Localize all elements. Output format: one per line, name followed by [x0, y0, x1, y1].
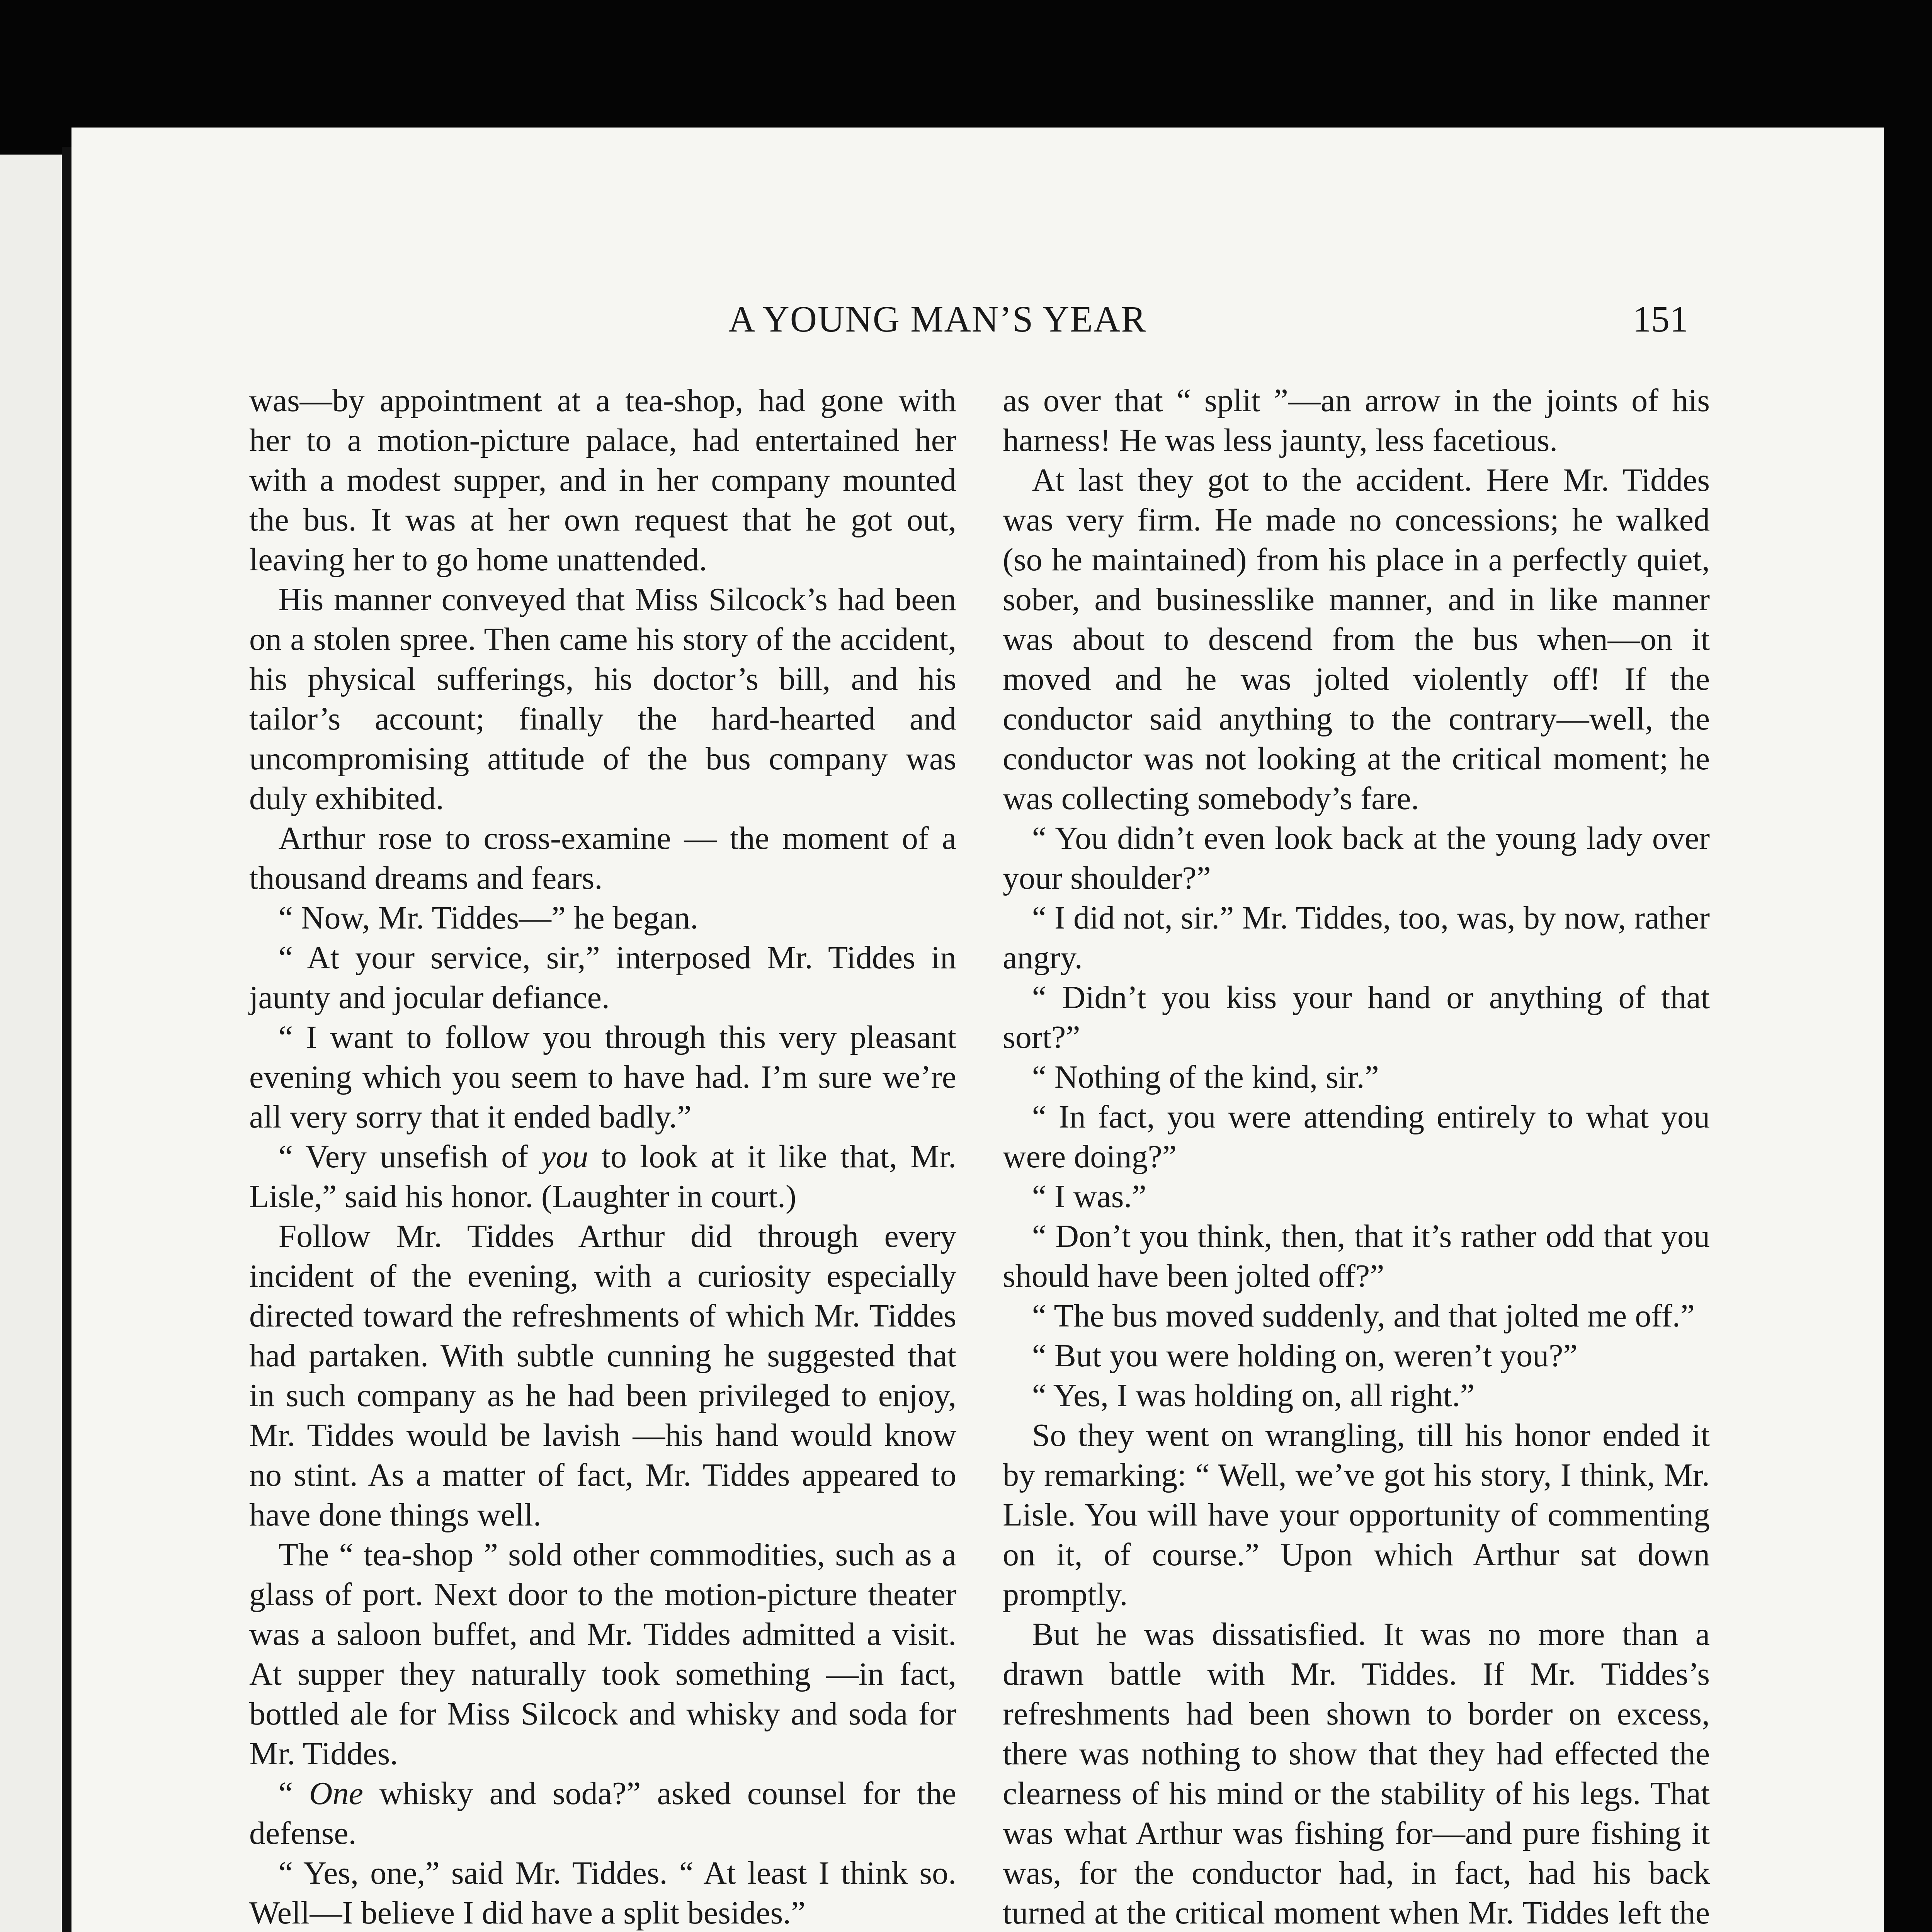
paragraph: “ Yes, I was holding on, all right.” [1032, 1378, 1475, 1413]
paragraph: “ I want to follow you through this very pleasant evening which you seem to have had. I’m sure we’re all very sorry that it ended badly.” [249, 1019, 956, 1135]
paragraph: “ Now, Mr. Tiddes—” he began. [278, 900, 699, 936]
paragraph: “ Yes, one,” said Mr. Tiddes. “ At least I think so. Well—I believe I did have a split besides.” [249, 1855, 956, 1931]
paragraph: “ But you were holding on, weren’t you?” [1032, 1338, 1578, 1374]
paragraph: “ In fact, you were attending entirely to what you were doing?” [1003, 1099, 1710, 1175]
paragraph: “ I was.” [1032, 1179, 1146, 1214]
paragraph: “ You didn’t even look back at the young lady over your shoulder?” [1003, 820, 1710, 896]
paragraph: But he was dissatisfied. It was no more than a drawn battle with Mr. Tiddes. If Mr. Tiddes’s refreshments had been shown to border on excess, there was nothing to show that they had effected the clearness of his mind or the stability of his legs. That was what Arthur was fishing for—and pure fishing it was, for the conductor had, in fact, had his back turned at the critical moment when Mr. Tiddes left the [1003, 1616, 1710, 1931]
page-number: 151 [1633, 298, 1688, 340]
paragraph: The “ tea-shop ” sold other commodities, such as a glass of port. Next door to the motion-picture theater was a saloon buffet, and Mr. Tiddes admitted a visit. At supper they naturally took something —in fact, bottled ale for Miss Silcock and whisky and soda for Mr. Tiddes. [249, 1537, 956, 1772]
paragraph: So they went on wrangling, till his honor ended it by remarking: “ Well, we’ve got his story, I think, Mr. Lisle. You will have your opportunity of commenting on it, of course.” Upon which Arthur sat down promptly. [1003, 1417, 1710, 1612]
paragraph: was—by appointment at a tea-shop, had gone with her to a motion-picture palace, had entertained her with a modest supper, and in her company mounted the bus. It was at her own request that he got out, leaving her to go home unattended. [249, 383, 956, 578]
book-page [71, 128, 1884, 1932]
adjacent-page-edge [0, 155, 62, 1932]
left-text-column [249, 381, 956, 1932]
right-text-column [1003, 381, 1710, 1932]
paragraph: “ Don’t you think, then, that it’s rather odd that you should have been jolted off?” [1003, 1218, 1710, 1294]
text-run: whisky and soda?” asked counsel for the defense. [249, 1776, 956, 1851]
paragraph: as over that “ split ”—an arrow in the joints of his harness! He was less jaunty, less facetious. [1003, 383, 1710, 458]
paragraph: Arthur rose to cross-examine — the moment of a thousand dreams and fears. [249, 820, 956, 896]
italic-text: One [309, 1776, 363, 1811]
paragraph: “ Nothing of the kind, sir.” [1032, 1059, 1379, 1095]
paragraph [249, 1774, 956, 1853]
paragraph: “ I did not, sir.” Mr. Tiddes, too, was, by now, rather angry. [1003, 900, 1710, 976]
paragraph: At last they got to the accident. Here Mr. Tiddes was very firm. He made no concessions; he walked (so he maintained) from his place in a perfectly quiet, sober, and businesslike manner, and in like manner was about to descend from the bus when—on it moved and he was jolted violently off! If the conductor said anything to the contrary—well, the conductor was not looking at the critical moment; he was collecting somebody’s fare. [1003, 462, 1710, 816]
text-run: to look at it like that, Mr. Lisle,” said his honor. (Laughter in court.) [249, 1139, 956, 1214]
paragraph: “ At your service, sir,” interposed Mr. Tiddes in jaunty and jocular defiance. [249, 940, 956, 1015]
paragraph: Follow Mr. Tiddes Arthur did through every incident of the evening, with a curiosity especially directed toward the refreshments of which Mr. Tiddes had partaken. With subtle cunning he suggested that in such company as he had been privileged to enjoy, Mr. Tiddes would be lavish —his hand would know no stint. As a matter of fact, Mr. Tiddes appeared to have done things well. [249, 1218, 956, 1533]
running-title: A YOUNG MAN’S YEAR [728, 298, 1147, 340]
paragraph: “ The bus moved suddenly, and that jolted me off.” [1032, 1298, 1695, 1334]
paragraph: “ Didn’t you kiss your hand or anything of that sort?” [1003, 980, 1710, 1055]
paragraph [249, 1137, 956, 1216]
paragraph: His manner conveyed that Miss Silcock’s had been on a stolen spree. Then came his story of the accident, his physical sufferings, his doctor’s bill, and his tailor’s account; finally the hard-hearted and uncompromising attitude of the bus company was duly exhibited. [249, 582, 956, 816]
italic-text: you [541, 1139, 588, 1175]
page-gutter [62, 147, 71, 1932]
text-run: “ [278, 1776, 309, 1811]
text-run: “ Very unsefish of [278, 1139, 542, 1175]
